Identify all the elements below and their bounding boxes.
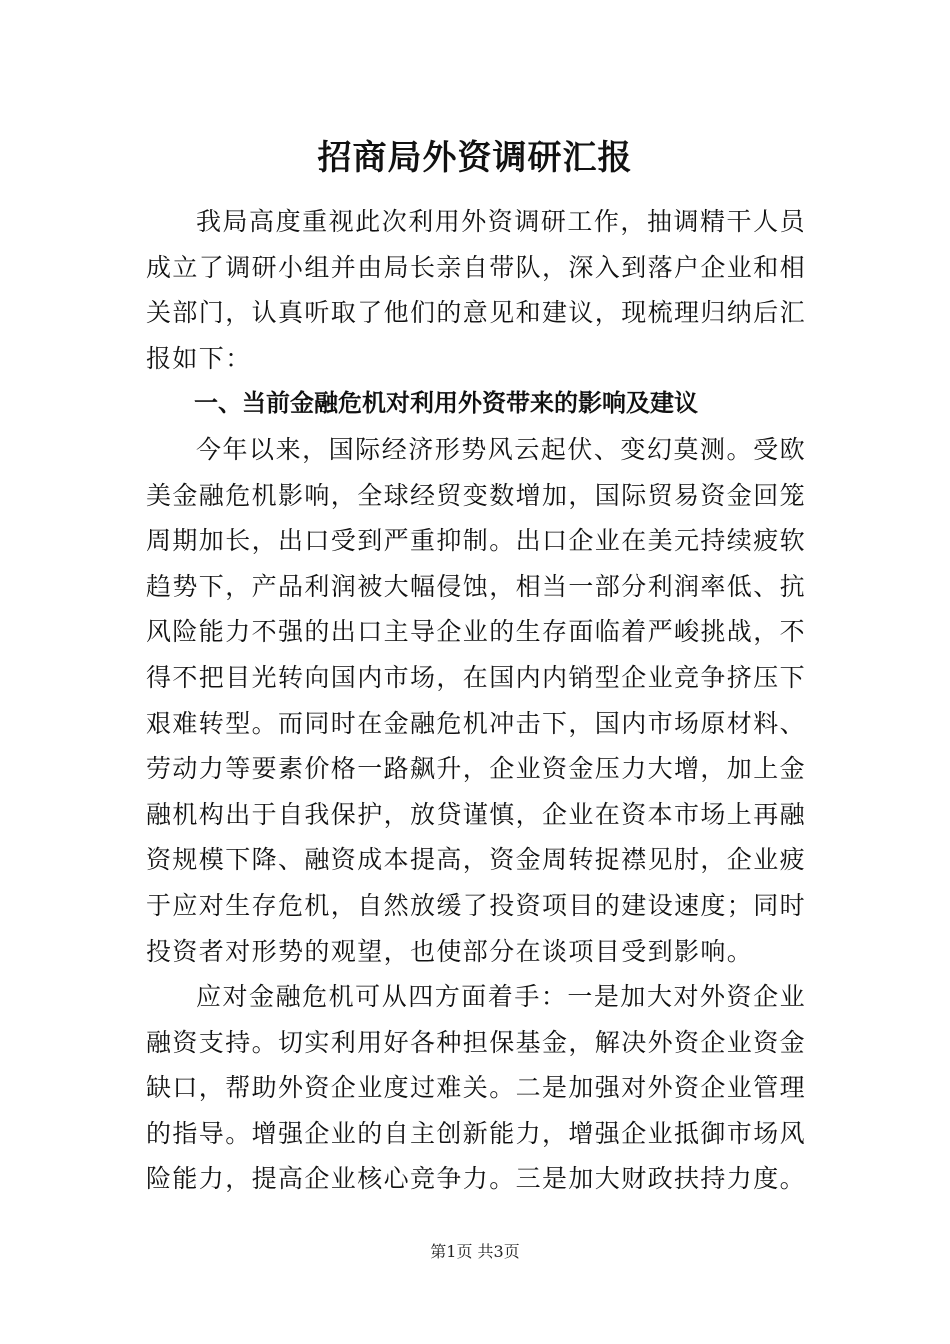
intro-paragraph: 我局高度重视此次利用外资调研工作，抽调精干人员成立了调研小组并由局长亲自带队，深入到落户企业和相关部门，认真听取了他们的意见和建议，现梳理归纳后汇报如下： <box>146 207 807 373</box>
suggestions-paragraph: 应对金融危机可从四方面着手：一是加大对外资企业融资支持。切实利用好各种担保基金，解决外资企业资金缺口，帮助外资企业度过难关。二是加强对外资企业管理的指导。增强企业的自主创新能力，增强企业抵御市场风险能力，提高企业核心竞争力。三是加大财政扶持力度。 <box>146 982 807 1194</box>
document-body <box>146 199 806 1202</box>
document-title: 招商局外资调研汇报 <box>317 138 633 178</box>
impact-paragraph: 今年以来，国际经济形势风云起伏、变幻莫测。受欧美金融危机影响，全球经贸变数增加，国际贸易资金回笼周期加长，出口受到严重抑制。出口企业在美元持续疲软趋势下，产品利润被大幅侵蚀，相当一部分利润率低、抗风险能力不强的出口主导企业的生存面临着严峻挑战，不得不把目光转向国内市场，在国内内销型企业竞争挤压下艰难转型。而同时在金融危机冲击下，国内市场原材料、劳动力等要素价格一路飙升，企业资金压力大增，加上金融机构出于自我保护，放贷谨慎，企业在资本市场上再融资规模下降、融资成本提高，资金周转捉襟见肘，企业疲于应对生存危机，自然放缓了投资项目的建设速度；同时投资者对形势的观望，也使部分在谈项目受到影响。 <box>146 434 807 966</box>
section-heading: 一、当前金融危机对利用外资带来的影响及建议 <box>194 389 698 418</box>
page-footer: 第1页 共3页 <box>430 1242 520 1261</box>
